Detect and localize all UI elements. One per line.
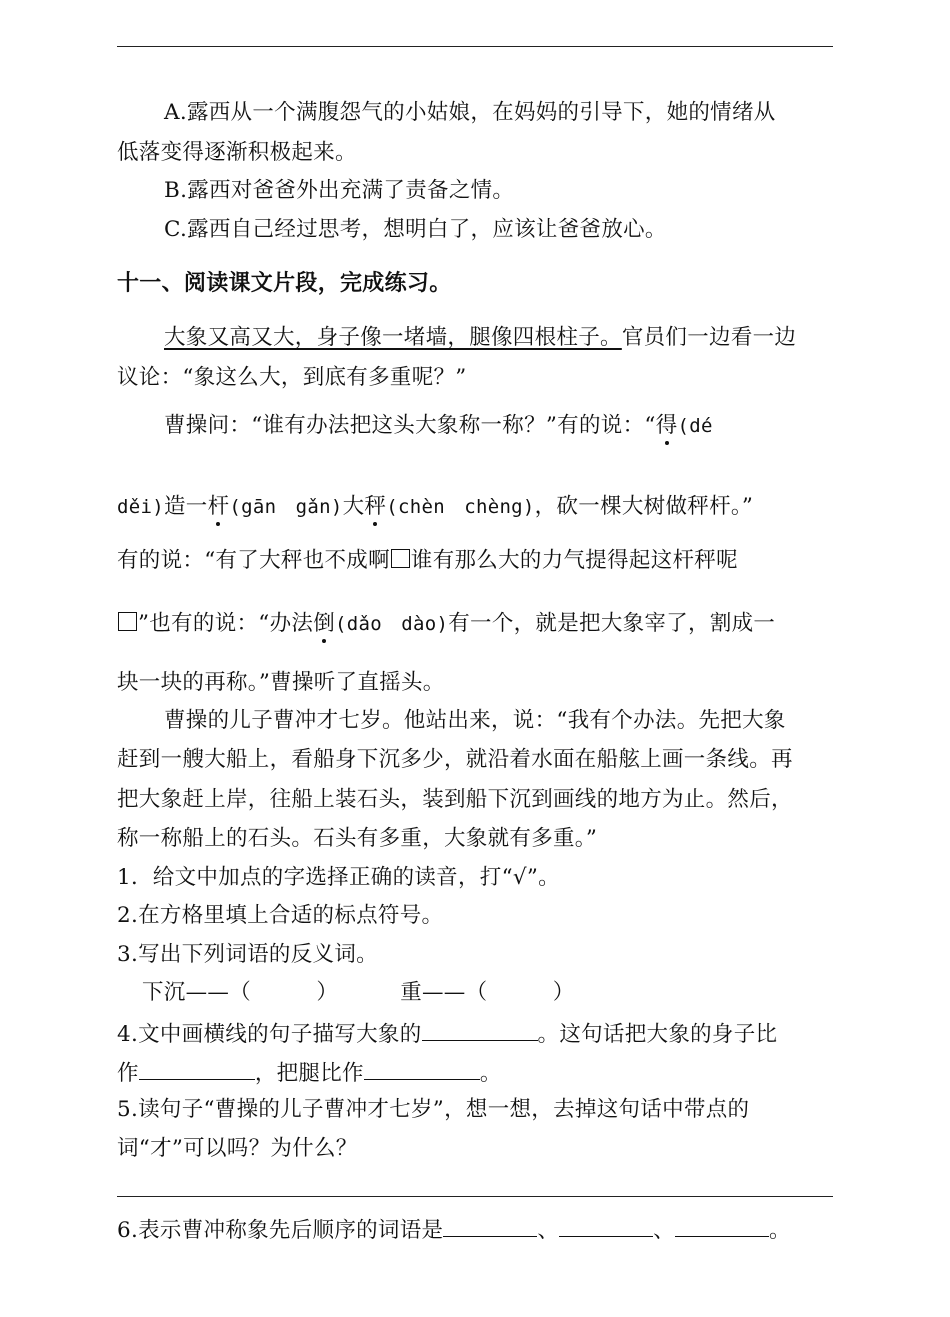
top-rule [117,46,833,47]
question-text: 6.表示曹冲称象先后顺序的词语是 [117,1218,444,1243]
question-text: 4.文中画横线的句子描写大象的 [117,1022,422,1047]
passage-p1-line1 [164,324,884,352]
question-2: 2.在方格里填上合适的标点符号。 [117,903,444,928]
dotted-char: 倒 [313,611,335,636]
separator: 、 [537,1218,560,1243]
punctuation-box[interactable] [118,612,137,631]
answer-blank[interactable] [364,1057,480,1080]
answer-blank[interactable] [443,1214,537,1237]
pinyin-option: děi) [117,496,164,518]
option-a-line2: 低落变得逐渐积极起来。 [117,140,357,165]
punctuation-box[interactable] [391,549,410,568]
question-3: 3.写出下列词语的反义词。 [117,942,378,967]
passage-p7-line4: 称一称船上的石头。石头有多重，大象就有多重。” [117,826,598,851]
passage-text: 官员们一边看一边 [621,325,797,350]
question-3-answers [142,979,862,1007]
passage-text: 曹操问：“谁有办法把这头大象称一称？”有的说：“ [164,413,656,438]
question-text: 。这句话把大象的身子比 [537,1022,778,1047]
question-text: 。 [768,1218,791,1243]
dotted-char: 得 [655,413,678,438]
question-5-line1: 5.读句子“曹操的儿子曹冲才七岁”，想一想，去掉这句话中带点的 [117,1097,750,1122]
pinyin-option: (gān gǎn) [229,496,343,518]
underlined-sentence: 大象又高又大，身子像一堵墙，腿像四根柱子。 [164,325,622,350]
pinyin-option: (dé [677,415,713,437]
pinyin-option: (chèn chèng) [386,496,535,518]
passage-p4 [117,547,837,575]
passage-p5 [117,610,837,638]
question-1: 1．给文中加点的字选择正确的读音，打“√”。 [117,865,560,890]
dotted-char: 杆 [207,494,230,519]
passage-text: ，砍一棵大树做秤杆。” [534,494,754,519]
passage-text: 大 [342,494,365,519]
question-text: 。 [479,1061,502,1086]
passage-text: 有的说：“有了大秤也不成啊 [117,548,390,573]
dotted-char: 秤 [364,494,387,519]
option-a-line1: A.露西从一个满腹怨气的小姑娘，在妈妈的引导下，她的情绪从 [164,100,776,125]
pinyin-option: (dǎo dào) [335,613,449,635]
passage-text: 有一个，就是把大象宰了，割成一 [448,611,776,636]
answer-blank[interactable] [559,1214,653,1237]
passage-p6: 块一块的再称。”曹操听了直摇头。 [117,670,445,695]
option-b: B.露西对爸爸外出充满了责备之情。 [164,178,515,203]
passage-text: 造一 [163,494,208,519]
passage-text: ”也有的说：“办法 [138,611,314,636]
question-6 [117,1214,837,1245]
separator: 、 [653,1218,675,1243]
passage-text: 谁有那么大的力气提得起这杆秤呢 [410,548,738,573]
antonym-item[interactable]: 下沉——（ ） [142,980,339,1005]
passage-p3 [117,493,837,521]
question-4-line2 [117,1057,837,1088]
answer-blank[interactable] [139,1057,255,1080]
question-4-line1 [117,1018,837,1049]
answer-line[interactable] [117,1196,833,1197]
option-c: C.露西自己经过思考，想明白了，应该让爸爸放心。 [164,217,667,242]
question-text: 作 [117,1061,139,1086]
passage-p7-line1: 曹操的儿子曹冲才七岁。他站出来，说：“我有个办法。先把大象 [164,708,786,733]
antonym-item[interactable]: 重——（ ） [400,980,575,1005]
section-title: 十一、阅读课文片段，完成练习。 [117,271,452,296]
passage-p7-line2: 赶到一艘大船上，看船身下沉多少，就沿着水面在船舷上画一条线。再 [117,747,793,772]
passage-p2-line1 [164,412,884,440]
passage-p1-line2: 议论：“象这么大，到底有多重呢？” [117,365,467,390]
question-5-line2: 词“才”可以吗？为什么？ [117,1136,358,1161]
answer-blank[interactable] [675,1214,769,1237]
question-text: ，把腿比作 [254,1061,364,1086]
passage-p7-line3: 把大象赶上岸，往船上装石头，装到船下沉到画线的地方为止。然后， [117,787,793,812]
answer-blank[interactable] [422,1018,538,1041]
